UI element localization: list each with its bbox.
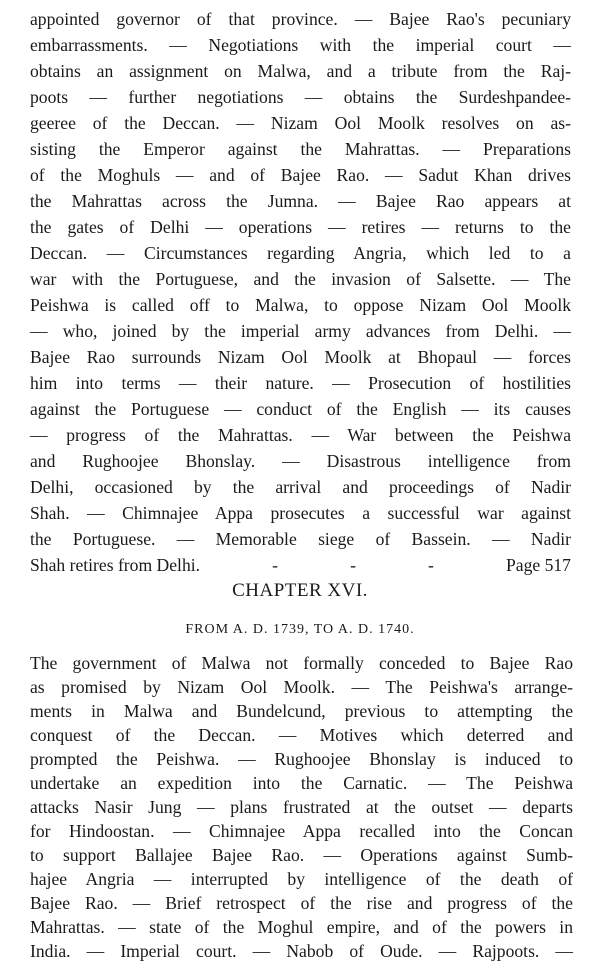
text-line: obtains an assignment on Malwa, and a tribute from the Raj- [30,61,571,81]
text-line: poots — further negotiations — obtains the Surdeshpandee- [30,87,571,107]
text-line: against the Portuguese — conduct of the English — its causes [30,399,571,419]
text-line: the gates of Delhi — operations — retires — returns to the [30,217,571,237]
text-line: Shah. — Chimnajee Appa prosecutes a successful war against [30,503,571,523]
text-line: ments in Malwa and Bundelcund, previous to attempting the [30,701,573,721]
text-line: Delhi, occasioned by the arrival and proceedings of Nadir [30,477,571,497]
text-line: hajee Angria — interrupted by intelligence of the death of [30,869,573,889]
text-line: as promised by Nizam Ool Moolk. — The Peishwa's arrange- [30,677,573,697]
leader-dot: - [350,555,356,575]
text-line: the Portuguese. — Memorable siege of Bassein. — Nadir [30,529,571,549]
text-line: war with the Portuguese, and the invasion of Salsette. — The [30,269,571,289]
text-line: prompted the Peishwa. — Rughoojee Bhonslay is induced to [30,749,573,769]
text-line: undertake an expedition into the Carnatic. — The Peishwa [30,773,573,793]
text-line: Deccan. — Circumstances regarding Angria, which led to a [30,243,571,263]
leader-dot: - [272,555,278,575]
text-line: for Hindoostan. — Chimnajee Appa recalled into the Concan [30,821,573,841]
text-line: — who, joined by the imperial army advances from Delhi. — [30,321,571,341]
page-reference: Page 517 [505,555,571,575]
leader-dot: - [428,555,434,575]
text-line: conquest of the Deccan. — Motives which deterred and [30,725,573,745]
text-line: appointed governor of that province. — Bajee Rao's pecuniary [30,9,571,29]
text-line: India. — Imperial court. — Nabob of Oude. — Rajpoots. — [30,941,573,961]
text-line: geeree of the Deccan. — Nizam Ool Moolk resolves on as- [30,113,571,133]
text-line: Bajee Rao. — Brief retrospect of the rise and progress of the [30,893,573,913]
text-line: embarrassments. — Negotiations with the imperial court — [30,35,571,55]
text-line: to support Ballajee Bajee Rao. — Operations against Sumb- [30,845,573,865]
chapter-date-range: FROM A. D. 1739, TO A. D. 1740. [185,622,415,637]
text-line: The government of Malwa not formally conceded to Bajee Rao [30,653,573,673]
text-line: and Rughoojee Bhonslay. — Disastrous intelligence from [30,451,571,471]
text-line: sisting the Emperor against the Mahrattas. — Preparations [30,139,571,159]
text-line: Bajee Rao surrounds Nizam Ool Moolk at Bhopaul — forces [30,347,571,367]
text-line: attacks Nasir Jung — plans frustrated at the outset — departs [30,797,573,817]
toc-entry-text: Shah retires from Delhi. [30,555,201,575]
chapter-title: CHAPTER XVI. [232,580,368,601]
toc-entry-line [30,554,571,577]
text-line: Peishwa is called off to Malwa, to oppose Nizam Ool Moolk [30,295,571,315]
text-line: — progress of the Mahrattas. — War between the Peishwa [30,425,571,445]
text-line: Mahrattas. — state of the Moghul empire, and of the powers in [30,917,573,937]
text-line: of the Moghuls — and of Bajee Rao. — Sadut Khan drives [30,165,571,185]
text-line: him into terms — their nature. — Prosecution of hostilities [30,373,571,393]
text-line: the Mahrattas across the Jumna. — Bajee Rao appears at [30,191,571,211]
